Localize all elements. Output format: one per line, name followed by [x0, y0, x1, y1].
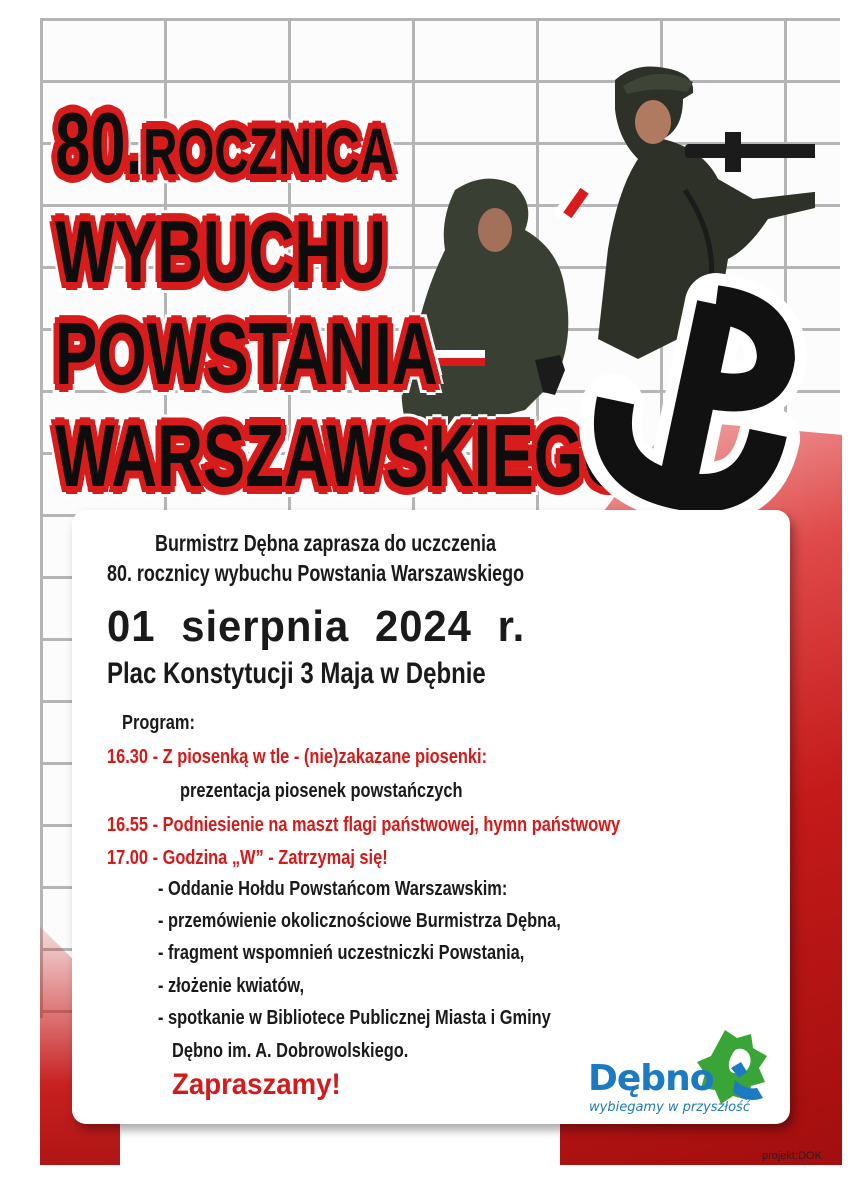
- program-item-2: 16.55 - Podniesienie na maszt flagi państwowej, hymn państwowy: [107, 814, 621, 836]
- program-list-item: - spotkanie w Bibliotece Publicznej Miasta i Gminy: [158, 1007, 551, 1029]
- title-line-1: [55, 94, 394, 193]
- invitation-line-2: 80. rocznicy wybuchu Powstania Warszawskiego: [107, 560, 525, 586]
- event-date: 01 sierpnia 2024 r.: [107, 602, 526, 651]
- logo-name: Dębno: [588, 1058, 714, 1099]
- program-list-item: - Oddanie Hołdu Powstańcom Warszawskim:: [158, 878, 508, 900]
- program-item-1-sub: prezentacja piosenek powstańczych: [180, 780, 463, 802]
- title-line-2: WYBUCHU: [55, 202, 386, 301]
- program-list-item: - złożenie kwiatów,: [158, 975, 305, 997]
- title-line-4: WARSZAWSKIEGO: [55, 406, 633, 505]
- program-list-item: - przemówienie okolicznościowe Burmistrza Dębna,: [158, 910, 561, 932]
- closing-invitation: Zapraszamy!: [172, 1068, 341, 1101]
- invitation-line-1: Burmistrz Dębna zaprasza do uczczenia: [155, 530, 496, 556]
- program-list-item: - fragment wspomnień uczestniczki Powstania,: [158, 942, 525, 964]
- program-list-item: Dębno im. A. Dobrowolskiego.: [172, 1040, 409, 1062]
- title-number: 80.: [55, 94, 144, 193]
- program-heading: Program:: [122, 712, 195, 734]
- program-item-1: 16.30 - Z piosenką w tle - (nie)zakazane piosenki:: [107, 746, 488, 768]
- event-place: Plac Konstytucji 3 Maja w Dębnie: [107, 657, 486, 690]
- design-credit: projekt:DOK: [762, 1150, 822, 1162]
- kotwica-symbol-icon: [575, 262, 815, 542]
- program-item-3: 17.00 - Godzina „W” - Zatrzymaj się!: [107, 847, 388, 869]
- title-line-3: POWSTANIA: [55, 304, 438, 403]
- logo-tagline: wybiegamy w przyszłość: [589, 1100, 750, 1115]
- title-word-rocznica: ROCZNICA: [143, 114, 394, 188]
